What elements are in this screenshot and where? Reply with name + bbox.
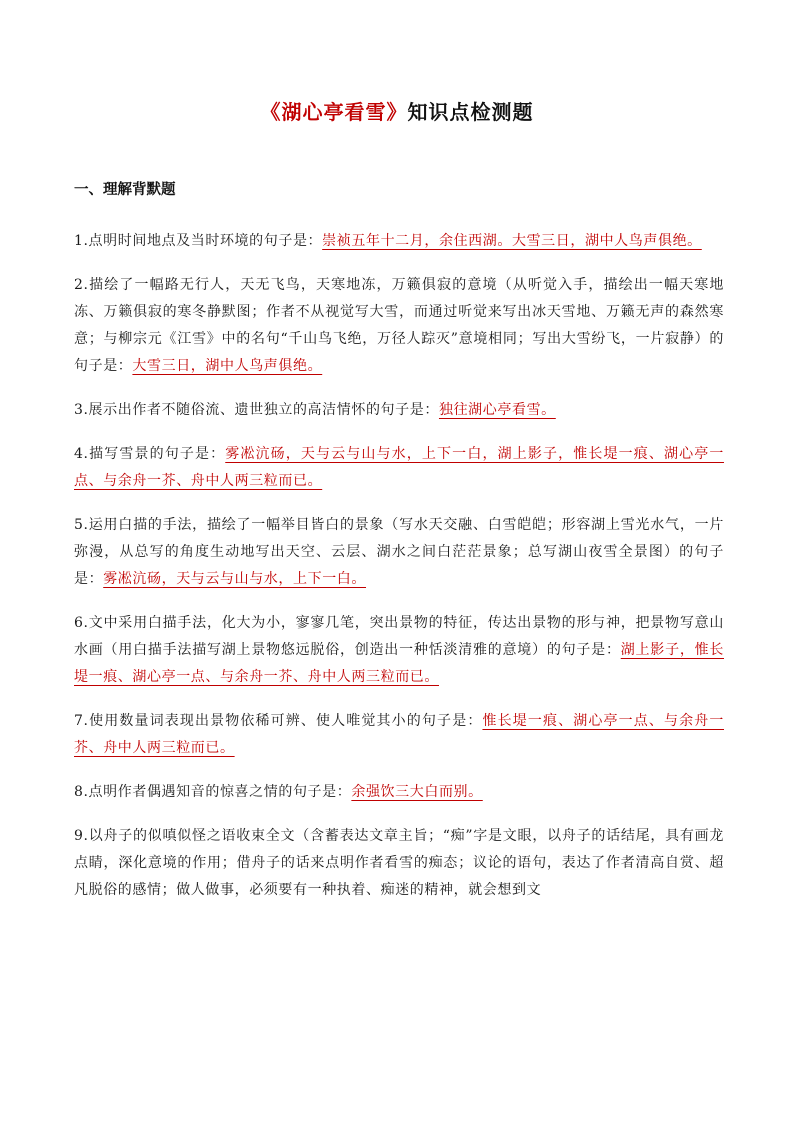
document-title [0,96,794,125]
title-suffix: 知识点检测题 [407,100,534,124]
title-book-name: 《湖心亭看雪》 [260,100,408,124]
question-list [74,228,724,921]
question-item [74,610,724,691]
answer-text: 雾凇沆砀，天与云与山与水，上下一白。 [103,571,367,587]
question-text: 5.运用白描的手法，描绘了一幅举目皆白的景象（写水天交融、白雪皑皑；形容湖上雪光水气，一片弥漫，从总写的角度生动地写出天空、云层、湖水之间白茫茫景象；总写湖山夜雪全景图）的句子是： [74,517,724,587]
question-item [74,823,724,904]
question-item [74,441,724,495]
question-item [74,228,724,255]
answer-text: 大雪三日，湖中人鸟声俱绝。 [132,358,323,374]
answer-text: 崇祯五年十二月，余住西湖。大雪三日，湖中人鸟声俱绝。 [322,233,702,249]
question-text: 8.点明作者偶遇知音的惊喜之情的句子是： [74,784,352,800]
answer-text: 惟长堤一痕、湖心亭一点、与余舟一芥、舟中人两三粒而已。 [74,713,724,756]
question-item [74,708,724,762]
answer-text: 湖上影子，惟长堤一痕、湖心亭一点、与余舟一芥、舟中人两三粒而已。 [74,642,724,685]
question-text: 1.点明时间地点及当时环境的句子是： [74,233,323,249]
question-text: 3.展示出作者不随俗流、遗世独立的高洁情怀的句子是： [74,402,439,418]
question-text: 9.以舟子的似嗔似怪之语收束全文（含蓄表达文章主旨；“痴”字是文眼，以舟子的话结尾，具有画龙点睛，深化意境的作用；借舟子的话来点明作者看雪的痴态；议论的语句，表达了作者清高自赏、超凡脱俗的感情；做人做事，必须要有一种执着、痴迷的精神，就会想到文 [74,828,724,898]
question-text: 6.文中采用白描手法，化大为小，寥寥几笔，突出景物的特征，传达出景物的形与神，把景物写意山水画（用白描手法描写湖上景物悠远脱俗，创造出一种恬淡清雅的意境）的句子是： [74,615,724,658]
question-text: 7.使用数量词表现出景物依稀可辨、使人唯觉其小的句子是： [74,713,483,729]
answer-text: 余强饮三大白而别。 [351,784,483,800]
question-item [74,272,724,380]
question-text: 2.描绘了一幅路无行人，天无飞鸟，天寒地冻，万籁俱寂的意境（从听觉入手，描绘出一幅天寒地冻、万籁俱寂的寒冬静默图；作者不从视觉写大雪，而通过听觉来写出冰天雪地、万籁无声的森然寒意；与柳宗元《江雪》中的名句“千山鸟飞绝，万径人踪灭”意境相同；写出大雪纷飞，一片寂静）的句子是： [74,277,724,374]
question-text: 4.描写雪景的句子是： [74,446,226,462]
section-heading: 一、理解背默题 [74,182,176,198]
answer-text: 雾凇沆砀，天与云与山与水，上下一白，湖上影子，惟长堤一痕、湖心亭一点、与余舟一芥、舟中人两三粒而已。 [74,446,724,489]
question-item [74,779,724,806]
question-item [74,397,724,424]
question-item [74,512,724,593]
answer-text: 独往湖心亭看雪。 [438,402,556,418]
